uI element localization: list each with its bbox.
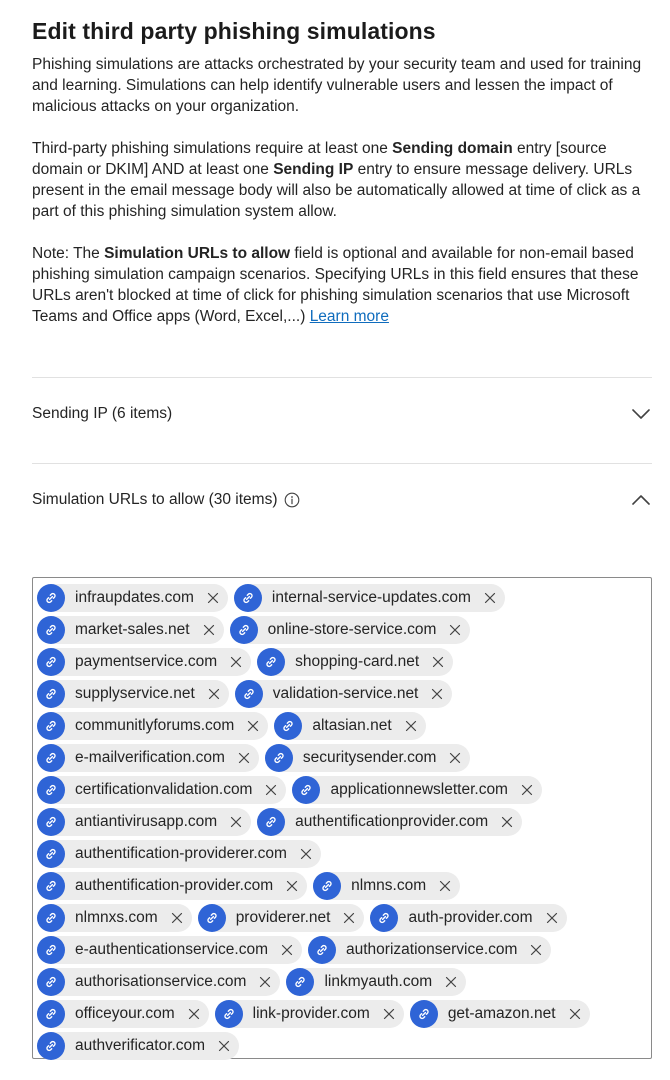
link-icon: [274, 712, 302, 740]
sending-ip-title: Sending IP (6 items): [32, 405, 173, 422]
url-tag-label: internal-service-updates.com: [271, 589, 471, 606]
tag-row: [37, 646, 651, 678]
link-icon: [257, 808, 285, 836]
remove-tag-icon[interactable]: [207, 687, 221, 701]
tag-row: [37, 742, 651, 774]
url-tag-label: shopping-card.net: [295, 653, 420, 670]
url-tag[interactable]: [274, 712, 425, 740]
url-tag-label: paymentservice.com: [75, 653, 218, 670]
url-tag[interactable]: [37, 1032, 239, 1060]
url-tag[interactable]: [235, 680, 453, 708]
remove-tag-icon[interactable]: [568, 1007, 582, 1021]
remove-tag-icon[interactable]: [438, 879, 452, 893]
url-tag[interactable]: [37, 616, 224, 644]
url-tag[interactable]: [37, 872, 307, 900]
url-tag[interactable]: [286, 968, 466, 996]
url-tag[interactable]: [198, 904, 365, 932]
url-tag[interactable]: [257, 648, 453, 676]
link-icon: [265, 744, 293, 772]
remove-tag-icon[interactable]: [202, 623, 216, 637]
tag-row: [37, 902, 651, 934]
simulation-urls-label: Simulation URLs to allow: [104, 245, 291, 262]
url-tag-label: authorizationservice.com: [346, 941, 518, 958]
url-tag-label: auth-provider.com: [408, 909, 533, 926]
edit-phishing-panel: [0, 0, 670, 536]
simulation-urls-tag-picker[interactable]: [32, 577, 652, 1059]
remove-tag-icon[interactable]: [430, 687, 444, 701]
url-tag[interactable]: [37, 744, 259, 772]
link-icon: [313, 872, 341, 900]
link-icon: [37, 680, 65, 708]
url-tag[interactable]: [37, 840, 321, 868]
url-tag-label: certificationvalidation.com: [75, 781, 253, 798]
url-tag[interactable]: [37, 1000, 209, 1028]
url-tag[interactable]: [215, 1000, 404, 1028]
url-tag[interactable]: [257, 808, 522, 836]
url-tag[interactable]: [308, 936, 551, 964]
remove-tag-icon[interactable]: [258, 975, 272, 989]
url-tag-label: authorisationservice.com: [75, 973, 247, 990]
url-tag-label: authverificator.com: [75, 1037, 206, 1054]
link-icon: [215, 1000, 243, 1028]
tag-row: [37, 678, 651, 710]
remove-tag-icon[interactable]: [431, 655, 445, 669]
simulation-urls-header[interactable]: [32, 464, 652, 536]
url-tag-label: infraupdates.com: [75, 589, 194, 606]
link-icon: [37, 648, 65, 676]
link-icon: [410, 1000, 438, 1028]
link-icon: [234, 584, 262, 612]
link-icon: [286, 968, 314, 996]
url-tag[interactable]: [37, 904, 192, 932]
url-tag-label: market-sales.net: [75, 621, 190, 638]
url-tag[interactable]: [265, 744, 471, 772]
link-icon: [37, 616, 65, 644]
simulation-urls-title: Simulation URLs to allow (30 items): [32, 491, 278, 508]
sending-ip-header[interactable]: [32, 378, 652, 450]
remove-tag-icon[interactable]: [448, 623, 462, 637]
tag-row: [37, 614, 651, 646]
remove-tag-icon[interactable]: [264, 783, 278, 797]
link-icon: [198, 904, 226, 932]
link-icon: [37, 712, 65, 740]
simulation-urls-section: [32, 463, 652, 536]
url-tag-label: officeyour.com: [75, 1005, 175, 1022]
link-icon: [37, 584, 65, 612]
url-tag-label: supplyservice.net: [75, 685, 195, 702]
remove-tag-icon[interactable]: [206, 591, 220, 605]
url-tag-label: applicationnewsletter.com: [330, 781, 508, 798]
intro-text: Phishing simulations are attacks orchestrated by your security team and used for training and learning. Simulations can help identify vulnerable users and lessen the impact of malicious attacks on your organization.: [32, 56, 642, 115]
link-icon: [292, 776, 320, 804]
tag-row: [37, 710, 651, 742]
remove-tag-icon[interactable]: [500, 815, 514, 829]
tag-row: [37, 774, 651, 806]
remove-tag-icon[interactable]: [404, 719, 418, 733]
learn-more-link[interactable]: Learn more: [309, 308, 389, 325]
requirements-text: Third-party phishing simulations require at least one Sending domain entry [source domain or DKIM] AND at least one Sending IP entry to ensure message delivery. URLs present in the email message body will also be automatically allowed at time of click as a part of this phishing simulation system allow.: [32, 140, 641, 220]
url-tag-label: antiantivirusapp.com: [75, 813, 218, 830]
remove-tag-icon[interactable]: [299, 847, 313, 861]
url-tag-label: nlmns.com: [351, 877, 427, 894]
tag-row: [37, 582, 651, 614]
link-icon: [37, 744, 65, 772]
remove-tag-icon[interactable]: [520, 783, 534, 797]
url-tag-label: nlmnxs.com: [75, 909, 158, 926]
url-tag[interactable]: [37, 776, 286, 804]
url-tag-label: e-authenticationservice.com: [75, 941, 268, 958]
link-icon: [37, 936, 65, 964]
link-icon: [37, 872, 65, 900]
tag-row: [37, 1030, 651, 1062]
url-tag[interactable]: [313, 872, 460, 900]
url-tag[interactable]: [37, 936, 302, 964]
url-tag[interactable]: [410, 1000, 590, 1028]
url-tag[interactable]: [230, 616, 471, 644]
link-icon: [230, 616, 258, 644]
remove-tag-icon[interactable]: [170, 911, 184, 925]
link-icon: [37, 968, 65, 996]
url-tag[interactable]: [37, 712, 268, 740]
url-tag[interactable]: [37, 968, 280, 996]
url-tag-label: communitlyforums.com: [75, 717, 235, 734]
url-tag-label: authentification-providerer.com: [75, 845, 287, 862]
url-tag[interactable]: [37, 648, 251, 676]
remove-tag-icon[interactable]: [187, 1007, 201, 1021]
link-icon: [37, 840, 65, 868]
link-icon: [37, 1000, 65, 1028]
url-tag[interactable]: [37, 808, 251, 836]
remove-tag-icon[interactable]: [382, 1007, 396, 1021]
remove-tag-icon[interactable]: [545, 911, 559, 925]
remove-tag-icon[interactable]: [237, 751, 251, 765]
remove-tag-icon[interactable]: [483, 591, 497, 605]
link-icon: [308, 936, 336, 964]
remove-tag-icon[interactable]: [529, 943, 543, 957]
sending-domain-label: Sending domain: [392, 140, 513, 157]
tag-row: [37, 998, 651, 1030]
url-tag-label: providerer.net: [235, 909, 331, 926]
url-tag-label: online-store-service.com: [267, 621, 437, 638]
remove-tag-icon[interactable]: [444, 975, 458, 989]
link-icon: [37, 808, 65, 836]
link-icon: [37, 1032, 65, 1060]
url-tag-label: authentification-provider.com: [75, 877, 274, 894]
sending-ip-label: Sending IP: [273, 161, 354, 178]
sending-ip-section: [32, 377, 652, 450]
tag-row: [37, 806, 651, 838]
url-tag[interactable]: [37, 584, 228, 612]
chevron-up-icon[interactable]: [630, 489, 652, 511]
remove-tag-icon[interactable]: [280, 943, 294, 957]
url-tag-label: validation-service.net: [272, 685, 419, 702]
link-icon: [37, 776, 65, 804]
url-tag-label: linkmyauth.com: [324, 973, 433, 990]
url-tag[interactable]: [292, 776, 542, 804]
url-tag-label: securitysender.com: [302, 749, 437, 766]
link-icon: [257, 648, 285, 676]
remove-tag-icon[interactable]: [246, 719, 260, 733]
remove-tag-icon[interactable]: [285, 879, 299, 893]
tag-row: [37, 966, 651, 998]
tag-row: [37, 934, 651, 966]
info-icon[interactable]: [284, 492, 300, 508]
tag-row: [37, 870, 651, 902]
link-icon: [235, 680, 263, 708]
chevron-down-icon: [630, 403, 652, 425]
remove-tag-icon[interactable]: [448, 751, 462, 765]
url-tag[interactable]: [37, 680, 229, 708]
url-tag-label: authentificationprovider.com: [295, 813, 489, 830]
url-tag-label: link-provider.com: [252, 1005, 370, 1022]
page-title: Edit third party phishing simulations: [32, 18, 436, 44]
tag-row: [37, 838, 651, 870]
note-text: Note: The Simulation URLs to allow field is optional and available for non-email based phishing simulation campaign scenarios. Specifying URLs in this field ensures that these URLs aren't blocked at time of click for phishing simulation scenarios that use Microsoft Teams and Office apps (Word, Excel,...) Learn more: [32, 245, 639, 325]
link-icon: [370, 904, 398, 932]
url-tag[interactable]: [234, 584, 505, 612]
url-tag[interactable]: [370, 904, 566, 932]
remove-tag-icon[interactable]: [217, 1039, 231, 1053]
url-tag-label: get-amazon.net: [447, 1005, 556, 1022]
url-tag-label: altasian.net: [312, 717, 392, 734]
url-tag-label: e-mailverification.com: [75, 749, 225, 766]
link-icon: [37, 904, 65, 932]
remove-tag-icon[interactable]: [342, 911, 356, 925]
remove-tag-icon[interactable]: [229, 815, 243, 829]
remove-tag-icon[interactable]: [229, 655, 243, 669]
